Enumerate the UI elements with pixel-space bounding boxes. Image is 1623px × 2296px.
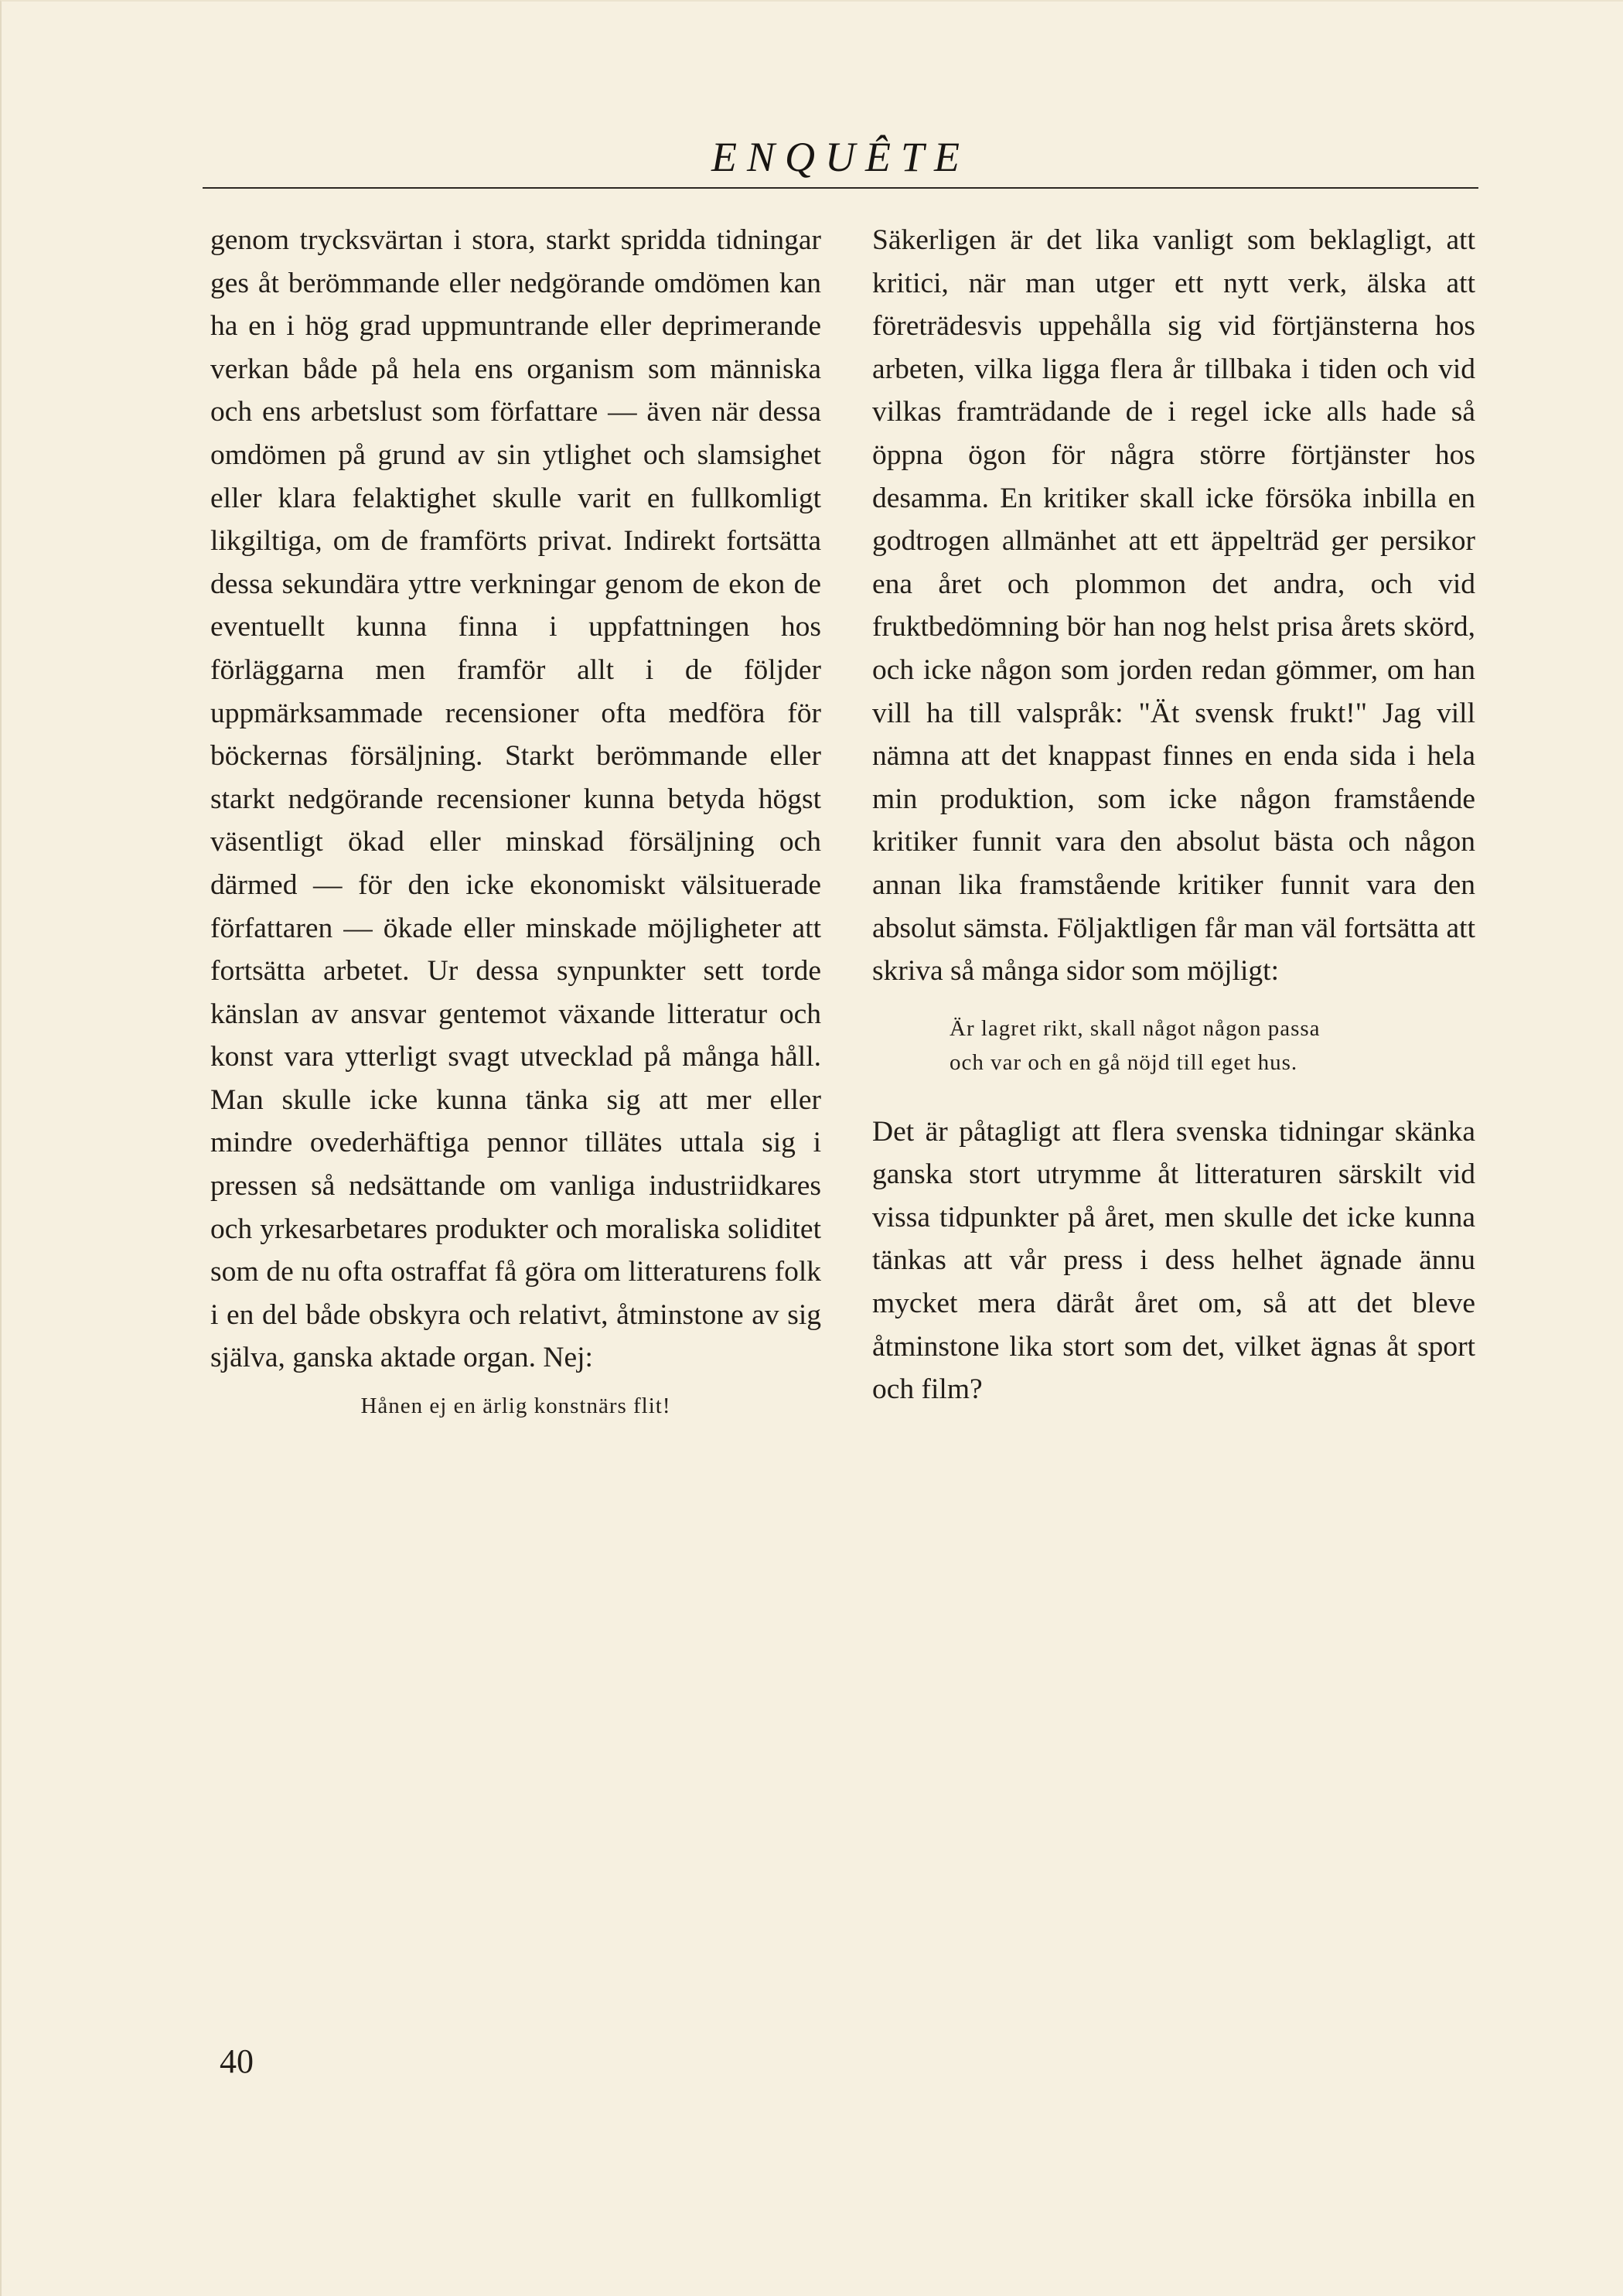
page-number: 40 [220,2042,254,2080]
left-column [210,219,821,1423]
section-title: ENQUÊTE [711,134,970,180]
verse-line-2: och var och en gå nöjd till eget hus. [950,1049,1298,1075]
verse-line-1: Är lagret rikt, skall något någon passa [950,1015,1321,1041]
right-body-paragraph-2: Det är påtagligt att flera svenska tidningar skänka ganska stort utrymme åt litteraturen särskilt vid vissa tidpunkter på året, men skulle det icke kunna tänkas att vår press i dess helhet ägnade ännu mycket mera däråt året om, så att det bleve åtminstone lika stort som det, vilket ägnas åt sport och film? [872,1115,1475,1406]
left-body-paragraph: genom trycksvärtan i stora, starkt spridda tidningar ges åt berömmande eller nedgörande omdömen kan ha en i hög grad uppmuntrande eller deprimerande verkan både på hela ens organism som människa och ens arbetslust som författare — även när dessa omdömen på grund av sin ytlighet och slamsighet eller klara felaktighet skulle varit en fullkomligt likgiltiga, om de framförts privat. Indirekt fortsätta dessa sekundära yttre verkningar genom de ekon de eventuellt kunna finna i uppfattningen hos förläggarna men framför allt i de följder uppmärksammade recensioner ofta medföra för böckernas försäljning. Starkt berömmande eller starkt nedgörande recensioner kunna betyda högst väsentligt ökad eller minskad försäljning och därmed — för den icke ekonomiskt välsituerade författaren — ökade eller minskade möjligheter att fortsätta arbetet. Ur dessa synpunkter sett torde känslan av ansvar gentemot växande litteratur och konst vara ytterligt svagt utvecklad på många håll. Man skulle icke kunna tänka sig att mer eller mindre ovederhäftiga pennor tillätes uttala sig i pressen så nedsättande om vanliga industriidkares och yrkesarbetares produkter och moraliska soliditet som de nu ofta ostraffat få göra om litteraturens folk i en del både obskyra och relativt, åtminstone av sig själva, ganska aktade organ. Nej: [210,224,821,1374]
header-rule [203,187,1478,189]
left-verse-quote: Hånen ej en ärlig konstnärs flit! [360,1394,671,1419]
right-verse-quote [950,1012,1475,1080]
right-column [872,219,1475,1411]
running-header [203,125,1478,195]
right-body-paragraph-1: Säkerligen är det lika vanligt som beklagligt, att kritici, när man utger ett nytt verk, älska att företrädesvis uppehålla sig vid förtjänsterna hos arbeten, vilka ligga flera år tillbaka i tiden och vid vilkas framträdande de i regel icke alls hade så öppna ögon för några större förtjänster hos desamma. En kritiker skall icke försöka inbilla en godtrogen allmänhet att ett äppelträd ger persikor ena året och plommon det andra, och vid fruktbedömning bör han nog helst prisa årets skörd, och icke någon som jorden redan gömmer, om han vill ha till valspråk: "Ät svensk frukt!" Jag vill nämna att det knappast finnes en enda sida i hela min produktion, som icke någon framstående kritiker funnit vara den absolut bästa och någon annan lika framstående kritiker funnit vara den absolut sämsta. Följaktligen får man väl fortsätta att skriva så många sidor som möjligt: [872,224,1475,988]
